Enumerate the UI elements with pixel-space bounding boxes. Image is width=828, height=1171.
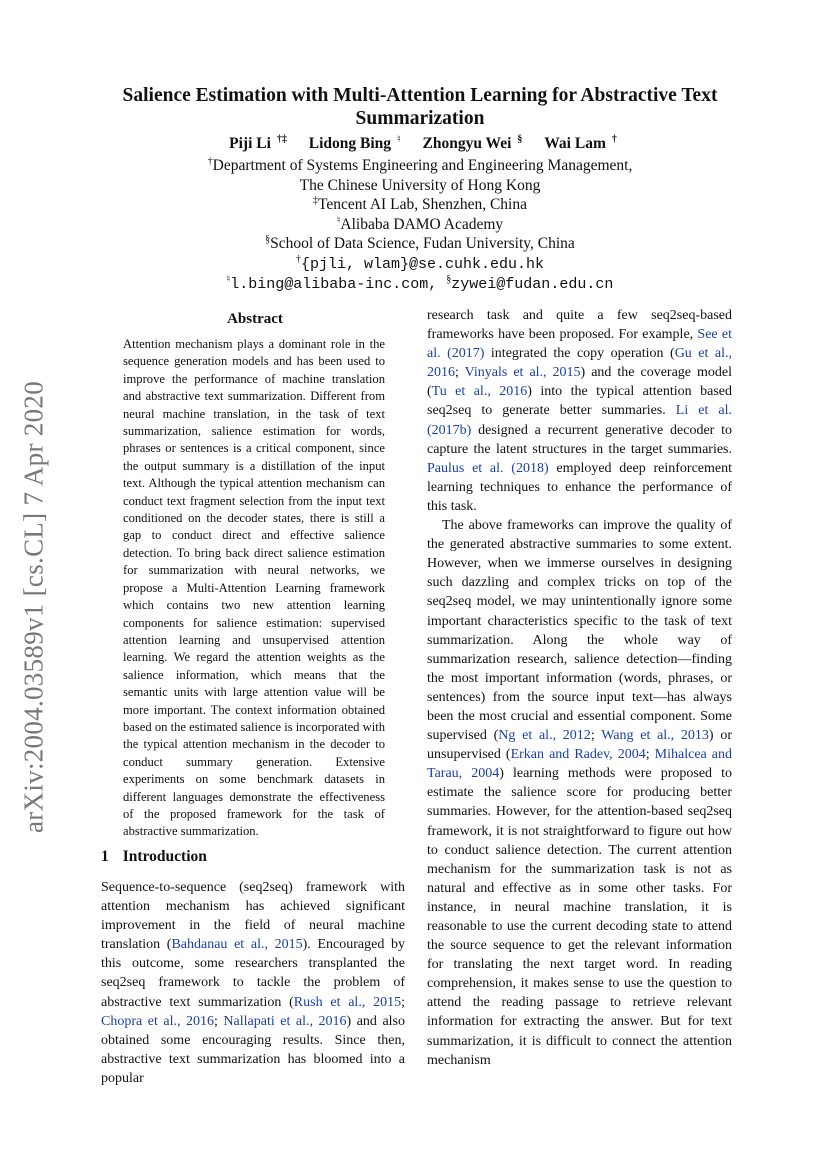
paragraph-text: ; xyxy=(455,365,465,381)
arxiv-sidebar xyxy=(14,372,54,842)
section-title: Introduction xyxy=(122,848,207,865)
affiliation-line: The Chinese University of Hong Kong xyxy=(299,177,541,194)
paragraph-text: ) and the coverage model ( xyxy=(427,365,733,400)
paragraph-text: ; xyxy=(401,994,405,1010)
email-line: †{pjli, wlam}@se.cuhk.edu.hk xyxy=(295,253,545,273)
title-line-1: Salience Estimation with Multi-Attention Learning for Abstractive Text xyxy=(122,85,718,106)
citation-link[interactable]: Ng et al., 2012 xyxy=(498,728,591,744)
citation-link[interactable]: See et al. (2017) xyxy=(427,327,732,362)
paragraph-text: integrated the copy operation ( xyxy=(484,346,675,362)
paragraph-text: ; xyxy=(590,728,602,744)
author: Piji Li †‡ xyxy=(229,133,287,152)
section-number: 1 xyxy=(101,848,109,865)
paragraph-text: The above frameworks can improve the quality of the generated abstractive summaries to some extent. However, when we immerse ourselves in designing such dazzling and complex tricks on top of the seq2seq model, we may unintentionally ignore some important characteristics specific to the task of text summarization. Along the whole way of summarization research, salience detection—finding the most important information (words, phrases, or sentences) from the source input text—has always been the most crucial and essential component. Some supervised ( xyxy=(427,518,732,744)
intro-paragraph-1 xyxy=(101,878,405,1088)
intro-column-right xyxy=(427,306,732,1070)
citation-link[interactable]: Erkan and Radev, 2004 xyxy=(510,747,646,763)
citation-link[interactable]: Li et al. (2017b) xyxy=(427,403,732,438)
paragraph-text: Sequence-to-sequence (seq2seq) framework with attention mechanism has achieved significant improvement in the field of neural machine translation ( xyxy=(101,880,405,953)
paragraph-text: designed a recurrent generative decoder to capture the latent structures in the target summaries. xyxy=(427,422,732,457)
paragraph-text: ; xyxy=(645,747,655,763)
citation-link[interactable]: Wang et al., 2013 xyxy=(601,728,709,744)
paper-title xyxy=(95,84,745,130)
citation-link[interactable]: Gu et al., 2016 xyxy=(427,346,732,381)
intro-paragraph-2 xyxy=(427,516,732,1070)
affiliation-line: §School of Data Science, Fudan University, China xyxy=(265,233,575,252)
abstract-heading: Abstract xyxy=(227,311,283,327)
author: Lidong Bing ♮ xyxy=(308,133,401,152)
title-line-2: Summarization xyxy=(355,108,485,129)
citation-link[interactable]: Vinyals et al., 2015 xyxy=(464,365,581,381)
section-heading-introduction xyxy=(101,848,207,866)
author: Zhongyu Wei § xyxy=(422,133,523,152)
intro-paragraph-1-continued xyxy=(427,306,732,516)
author: Wai Lam † xyxy=(544,133,617,152)
affiliation-line: ♮Alibaba DAMO Academy xyxy=(336,214,504,233)
paragraph-text: research task and quite a few seq2seq-based frameworks have been proposed. For example, xyxy=(427,308,732,343)
citation-link[interactable]: Tu et al., 2016 xyxy=(431,384,528,400)
email-line: ♮l.bing@alibaba-inc.com, §zywei@fudan.edu.cn xyxy=(226,273,614,293)
citation-link[interactable]: Chopra et al., 2016 xyxy=(101,1013,214,1029)
citation-link[interactable]: Rush et al., 2015 xyxy=(293,994,402,1010)
citation-link[interactable]: Bahdanau et al., 2015 xyxy=(171,937,303,953)
affiliation-line: ‡Tencent AI Lab, Shenzhen, China xyxy=(313,194,527,213)
intro-column-left xyxy=(101,878,405,1088)
paragraph-text: ) and also obtained some encouraging results. Since then, abstractive text summarization has bloomed into a popular xyxy=(101,1013,405,1086)
paragraph-text: ). Encouraged by this outcome, some researchers transplanted the seq2seq framework to tackle the problem of abstractive text summarization ( xyxy=(101,937,405,1010)
citation-link[interactable]: Paulus et al. (2018) xyxy=(427,460,549,476)
paragraph-text: employed deep reinforcement learning techniques to enhance the performance of this task. xyxy=(427,460,732,514)
citation-link[interactable]: Mihalcea and Tarau, 2004 xyxy=(427,747,733,782)
citation-link[interactable]: Nallapati et al., 2016 xyxy=(223,1013,347,1029)
paragraph-text: ; xyxy=(214,1013,224,1029)
arxiv-identifier: arXiv:2004.03589v1 [cs.CL] 7 Apr 2020 xyxy=(18,380,49,834)
affiliation-line: †Department of Systems Engineering and Engineering Management, xyxy=(207,155,633,174)
author-list xyxy=(95,135,745,153)
paragraph-text: ) learning methods were proposed to estimate the salience score for producing better summaries. However, for the attention-based seq2seq framework, it is not straightforward to figure out how to conduct salience detection. The current attention mechanism for the summarization task is not as natural and effective as in some other tasks. For instance, in neural machine translation, it is reasonable to use the current decoding state to attend the source sequence to get the relevant information for translating the next target word. In reading comprehension, it makes sense to use the question to attend the reading passage to retrieve relevant information for extracting the answer. But for text summarization, it is difficult to connect the attention mechanism xyxy=(427,766,733,1068)
paragraph-text: ) or unsupervised ( xyxy=(427,728,732,763)
paragraph-text: ) into the typical attention based seq2seq to generate better summaries. xyxy=(427,384,732,419)
abstract-body: Attention mechanism plays a dominant role in the sequence generation models and has been used to improve the performance of machine translation and abstractive text summarization. Different from neural machine translation, in the task of text summarization, salience estimation for words, phrases or sentences is a critical component, since the output summary is a distillation of the input text. Although the typical attention mechanism can conduct text fragment selection from the input text conditioned on the decoder states, there is still a gap to conduct direct and effective salience detection. To bring back direct salience estimation for summarization with neural networks, we propose a Multi-Attention Learning framework which contains two new attention learning components for salience estimation: supervised attention learning and unsupervised attention learning. We regard the attention weights as the salience information, which means that the semantic units with large attention value will be more important. The context information obtained based on the estimated salience is incorporated with the typical attention mechanism in the decoder to conduct summary generation. Extensive experiments on some benchmark datasets in different languages demonstrate the effectiveness of the proposed framework for the task of abstractive summarization. xyxy=(123,337,385,839)
